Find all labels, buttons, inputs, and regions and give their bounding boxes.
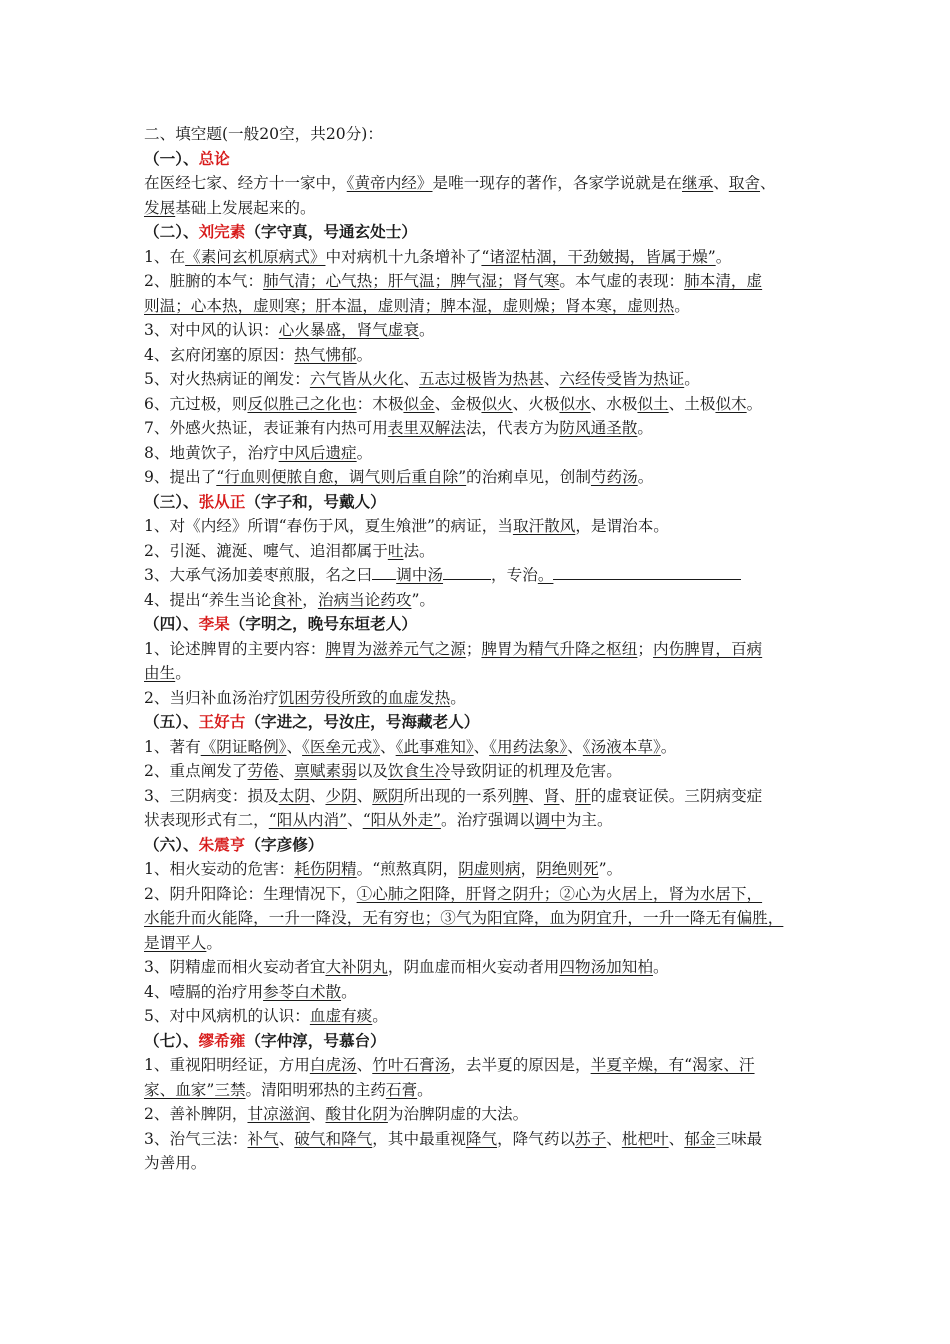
text-line xyxy=(144,1127,824,1152)
answer-text: 阴绝则死 xyxy=(536,860,599,878)
question-text: ； xyxy=(465,639,482,658)
question-text: ，其中最重视 xyxy=(372,1129,466,1148)
question-text: 4、玄府闭塞的原因： xyxy=(144,345,295,364)
question-text: 、 xyxy=(668,1129,685,1148)
question-text: 三味最 xyxy=(715,1129,763,1148)
answer-text: 少阴 xyxy=(325,786,357,805)
answer-text: 厥阴 xyxy=(372,786,404,805)
answer-text: 太阴 xyxy=(278,786,310,805)
text-line xyxy=(144,514,824,539)
question-text: 、 xyxy=(760,174,776,192)
question-text: ，专治 xyxy=(491,566,538,584)
text-line xyxy=(144,1151,824,1176)
answer-text: 似火 xyxy=(481,394,513,413)
answer-text: 食补 xyxy=(271,590,303,609)
question-text: 状表现形式有二， xyxy=(144,811,269,829)
section-heading xyxy=(144,147,824,172)
scholar-alias: （字子和，号戴人） xyxy=(245,491,386,511)
question-text: 、 xyxy=(567,737,583,756)
question-text: 2、当归补血汤治疗 xyxy=(144,688,279,707)
scholar-alias: （字仲淳，号慕台） xyxy=(245,1030,386,1050)
text-line xyxy=(144,1078,824,1103)
section-prefix: （四）、 xyxy=(144,614,199,633)
text-line xyxy=(144,906,824,931)
document-page xyxy=(144,122,824,1176)
question-text: 1、相火妄动的危害： xyxy=(144,860,295,878)
scholar-name: 李杲 xyxy=(198,614,230,633)
question-text: 。 xyxy=(652,958,669,976)
question-text: 。治疗强调以 xyxy=(441,811,535,829)
question-text: 、金极 xyxy=(434,394,482,413)
scholar-name: 刘完素 xyxy=(198,222,246,241)
answer-text: 。 xyxy=(537,566,554,584)
question-text: 4、提出“养生当论 xyxy=(144,590,272,609)
question-text: 6、亢过极，则 xyxy=(144,394,248,413)
answer-text: 《阴证略例》 xyxy=(200,737,287,756)
section-heading xyxy=(144,1029,824,1054)
question-text: 为治脾阴虚的大法。 xyxy=(387,1105,529,1123)
text-line xyxy=(144,196,824,221)
section-prefix: （三）、 xyxy=(144,491,199,511)
answer-text: 石膏 xyxy=(385,1080,418,1099)
scholar-alias: （字彦修） xyxy=(245,834,324,854)
question-text: 3、阴精虚而相火妄动者宜 xyxy=(144,958,326,976)
question-text: 中对病机十九条增补了 xyxy=(325,247,482,266)
question-text: 、 xyxy=(356,786,373,805)
answer-text: 似土 xyxy=(637,394,669,413)
answer-text: 中风后遗症 xyxy=(278,443,357,462)
question-text: 在医经七家、经方十一家中， xyxy=(144,174,347,192)
section-prefix: （二）、 xyxy=(144,222,199,241)
question-text: 3、对中风的认识： xyxy=(144,321,279,339)
question-text: 、 xyxy=(347,811,363,829)
question-text: 2、阴升阳降论：生理情况下， xyxy=(144,884,357,903)
question-text: 法。 xyxy=(403,541,435,560)
answer-text: 《素问玄机原病式》 xyxy=(185,247,326,266)
question-text: 。 xyxy=(175,664,191,682)
question-text: 、 xyxy=(380,737,396,756)
answer-text: 补气 xyxy=(247,1129,279,1148)
question-text: 为主。 xyxy=(565,811,613,829)
answer-text: 四物汤加知柏 xyxy=(559,958,653,976)
text-line xyxy=(144,1053,824,1078)
section-heading xyxy=(144,612,824,637)
answer-text: “行血则便脓自愈，调气则后重自除” xyxy=(216,468,467,486)
question-text: ：木极 xyxy=(356,394,404,413)
text-line xyxy=(144,735,824,760)
question-text: 导致阴证的机理及危害。 xyxy=(450,762,622,780)
question-text: 。 xyxy=(206,933,222,952)
question-text: 。 xyxy=(637,419,653,437)
text-line xyxy=(144,171,824,196)
answer-text: 继承 xyxy=(682,174,714,192)
question-text: 。清阳明邪热的主药 xyxy=(245,1080,386,1099)
question-text: 、 xyxy=(356,1056,373,1074)
scholar-alias: （字守真，号通玄处士） xyxy=(245,222,417,241)
answer-text: 半夏辛燥，有“渴家、汗 xyxy=(590,1056,755,1074)
answer-text: 反似胜己之化也 xyxy=(247,394,357,413)
answer-text: 取舍 xyxy=(728,174,761,192)
question-text: 、 xyxy=(278,762,295,780)
answer-text: 水能升而火能降，一升一降没，无有穷也；③气为阳宜降，血为阴宜升，一升一降无有偏胜， xyxy=(144,909,784,927)
answer-text: 发展 xyxy=(144,198,176,217)
answer-text: 《黄帝内经》 xyxy=(346,174,433,192)
question-text: 。 xyxy=(450,688,466,707)
question-text: 1、在 xyxy=(144,247,186,266)
answer-text: 白虎汤 xyxy=(309,1056,357,1074)
text-line xyxy=(144,1102,824,1127)
answer-text: 似金 xyxy=(403,394,435,413)
answer-text: 《汤液本草》 xyxy=(582,737,661,756)
answer-text: 《此事难知》 xyxy=(395,737,474,756)
question-text: 1、著有 xyxy=(144,737,201,756)
question-text: 、 xyxy=(286,737,303,756)
scholar-name: 缪希雍 xyxy=(198,1030,246,1050)
answer-text: 脾胃为滋养元气之源 xyxy=(325,639,466,658)
question-text: 5、对中风病机的认识： xyxy=(144,1007,310,1025)
answer-text: 似水 xyxy=(559,394,591,413)
question-text: 、火极 xyxy=(512,394,560,413)
question-text: ，去半夏的原因是， xyxy=(450,1056,591,1074)
question-text: 3、大承气汤加姜枣煎服，名之曰 xyxy=(144,566,373,584)
answer-text: 是谓平人 xyxy=(144,933,207,952)
answer-text: 热气怫郁 xyxy=(294,345,357,364)
answer-text: 芍药汤 xyxy=(590,468,638,486)
answer-text: 甘凉滋润 xyxy=(247,1105,310,1123)
blank-line xyxy=(553,565,741,580)
answer-text: 耗伤阴精 xyxy=(294,860,357,878)
question-text: ； xyxy=(637,639,653,658)
text-line xyxy=(144,245,824,270)
question-text: 的治痢卓见，创制 xyxy=(466,468,591,486)
text-line xyxy=(144,808,824,833)
answer-text: 苏子 xyxy=(575,1129,607,1148)
question-text: 基础上发展起来的。 xyxy=(175,198,316,217)
question-text: 。 xyxy=(419,321,435,339)
text-line xyxy=(144,563,824,588)
question-text: 、土极 xyxy=(668,394,716,413)
question-text: 。“煎熬真阴， xyxy=(356,860,459,878)
question-text: 的虚衰证侯。三阴病变症 xyxy=(590,786,763,805)
answer-text: 脾胃为精气升降之枢纽 xyxy=(481,639,638,658)
page-title: 二、填空题(一般20空，共20分)： xyxy=(144,125,383,143)
answer-text: 大补阴丸 xyxy=(325,958,388,976)
question-text: 2、脏腑的本气： xyxy=(144,272,264,290)
answer-text: 降气 xyxy=(465,1129,498,1148)
text-line xyxy=(144,416,824,441)
question-text: 是唯一现存的著作，各家学说就是在 xyxy=(432,174,683,192)
answer-text: 劳倦 xyxy=(247,762,279,780)
answer-text: 六气皆从火化 xyxy=(309,370,404,388)
question-text: 5、对火热病证的阐发： xyxy=(144,370,310,388)
question-text: 所出现的一系列 xyxy=(403,786,513,805)
answer-text: 调中 xyxy=(534,811,566,829)
question-text: 。 xyxy=(674,296,690,315)
text-line xyxy=(144,465,824,490)
blank-line xyxy=(443,565,491,580)
text-line xyxy=(144,784,824,809)
question-text: ”。 xyxy=(411,590,436,609)
text-line xyxy=(144,539,824,564)
answer-text: 防风通圣散 xyxy=(559,419,638,437)
answer-text: 饥困劳役所致的血虚发热 xyxy=(278,688,451,707)
question-text: 。 xyxy=(684,370,700,388)
answer-text: 《医垒元戎》 xyxy=(302,737,381,756)
question-text: ， xyxy=(302,590,318,609)
question-text: 2、善补脾阴， xyxy=(144,1105,248,1123)
question-text: 以及 xyxy=(356,762,388,780)
text-line xyxy=(144,661,824,686)
question-text: 法，代表方为 xyxy=(465,419,560,437)
scholar-name: 朱震亨 xyxy=(198,834,246,854)
answer-text: 似木 xyxy=(715,394,747,413)
scholar-alias: （字明之，晚号东垣老人） xyxy=(229,614,417,633)
scholar-name: 张从正 xyxy=(198,491,246,511)
question-text: 、水极 xyxy=(590,394,638,413)
question-text: 、 xyxy=(309,1105,326,1123)
question-text: 、 xyxy=(473,737,490,756)
question-text: 。 xyxy=(356,443,373,462)
answer-text: ①心肺之阳降，肝肾之阴升；②心为火居上，肾为水居下， xyxy=(356,884,763,903)
answer-text: 酸甘化阴 xyxy=(325,1105,388,1123)
question-text: 、 xyxy=(543,370,560,388)
question-text: 。 xyxy=(715,247,732,266)
question-text: 。 xyxy=(341,982,357,1001)
text-line xyxy=(144,759,824,784)
question-text: 、 xyxy=(403,370,420,388)
answer-text: 饮食生冷 xyxy=(387,762,451,780)
question-text: 。 xyxy=(660,737,677,756)
question-text: 2、重点阐发了 xyxy=(144,762,248,780)
text-line xyxy=(144,588,824,613)
question-text: 。 xyxy=(746,394,763,413)
question-text: 3、治气三法： xyxy=(144,1129,248,1148)
text-line xyxy=(144,269,824,294)
answer-text: 血虚有痰 xyxy=(309,1007,373,1025)
answer-text: 阴虚则病 xyxy=(458,860,521,878)
answer-text: 心火暴盛，肾气虚衰 xyxy=(278,321,420,339)
question-text: 、 xyxy=(606,1129,622,1148)
question-text: 1、论述脾胃的主要内容： xyxy=(144,639,326,658)
answer-text: 肾 xyxy=(543,786,560,805)
text-line xyxy=(144,931,824,956)
question-text: 。 xyxy=(372,1007,388,1025)
answer-text: 内伤脾胃，百病 xyxy=(652,639,763,658)
question-text: 3、三阴病变：损及 xyxy=(144,786,279,805)
section-heading xyxy=(144,710,824,735)
answer-text: 肝 xyxy=(575,786,591,805)
answer-text: 六经传受皆为热证 xyxy=(559,370,685,388)
answer-text: “阳从内消” xyxy=(268,811,348,829)
question-text: 9、提出了 xyxy=(144,468,217,486)
section-heading xyxy=(144,220,824,245)
answer-text: 则温；心本热，虚则寒；肝本温，虚则清；脾本湿，虚则燥；肾本寒，虚则热 xyxy=(144,296,675,315)
scholar-name: 总论 xyxy=(198,148,230,168)
question-text: ，是谓治本。 xyxy=(575,517,669,535)
text-line xyxy=(144,367,824,392)
question-text: 。 xyxy=(637,468,654,486)
question-text: ”。 xyxy=(598,860,623,878)
question-text: 、 xyxy=(309,786,326,805)
question-text: 为善用。 xyxy=(144,1154,207,1172)
answer-text: 由生 xyxy=(144,664,176,682)
answer-text: 家、血家”三禁 xyxy=(144,1080,246,1099)
question-text: 。本气虚的表现： xyxy=(559,272,685,290)
text-line xyxy=(144,392,824,417)
question-text: 7、外感火热证，表证兼有内热可用 xyxy=(144,419,388,437)
answer-text: “诸涩枯涸，干劲皴揭，皆属于燥” xyxy=(481,247,716,266)
answer-text: “阳从外走” xyxy=(362,811,442,829)
answer-text: 枇杷叶 xyxy=(621,1129,669,1148)
question-text: 、 xyxy=(559,786,576,805)
answer-text: 肺气清；心气热；肝气温；脾气湿；肾气寒 xyxy=(263,272,560,290)
question-text: ，阴血虚而相火妄动者用 xyxy=(387,958,560,976)
text-line xyxy=(144,343,824,368)
section-prefix: （六）、 xyxy=(144,834,199,854)
section-heading xyxy=(144,490,824,515)
question-text: ， xyxy=(520,860,537,878)
text-line xyxy=(144,318,824,343)
text-line xyxy=(144,882,824,907)
answer-text: 破气和降气 xyxy=(294,1129,373,1148)
text-line xyxy=(144,637,824,662)
section-prefix: （五）、 xyxy=(144,712,199,731)
question-text: 、 xyxy=(528,786,544,805)
question-text: 1、对《内经》所谓“春伤于风，夏生飧泄”的病证，当 xyxy=(144,517,513,535)
answer-text: 治病当论药攻 xyxy=(317,590,412,609)
question-text: 1、重视阳明经证，方用 xyxy=(144,1056,310,1074)
answer-text: 竹叶石膏汤 xyxy=(372,1056,451,1074)
answer-text: 五志过极皆为热甚 xyxy=(419,370,544,388)
text-line xyxy=(144,980,824,1005)
text-line xyxy=(144,441,824,466)
answer-text: 吐 xyxy=(387,541,404,560)
answer-text: 郁金 xyxy=(684,1129,716,1148)
answer-text: 《用药法象》 xyxy=(489,737,568,756)
section-heading xyxy=(144,833,824,858)
answer-text: 禀赋素弱 xyxy=(294,762,357,780)
question-text: 、 xyxy=(713,174,729,192)
question-text: 。 xyxy=(417,1080,433,1099)
question-text: 4、噎膈的治疗用 xyxy=(144,982,264,1001)
question-text: 。 xyxy=(356,345,373,364)
section-prefix: （一）、 xyxy=(144,148,199,168)
text-line xyxy=(144,686,824,711)
answer-text: 取汗散风 xyxy=(512,517,576,535)
question-text: 、 xyxy=(278,1129,295,1148)
section-prefix: （七）、 xyxy=(144,1030,199,1050)
scholar-name: 王好古 xyxy=(198,712,246,731)
answer-text: 调中汤 xyxy=(396,566,444,584)
answer-text: 参苓白术散 xyxy=(263,982,342,1001)
blank-line xyxy=(372,565,396,580)
question-text: ，降气药以 xyxy=(497,1129,576,1148)
answer-text: 表里双解法 xyxy=(387,419,466,437)
question-text: 2、引涎、漉涎、嚏气、追泪都属于 xyxy=(144,541,388,560)
text-line xyxy=(144,955,824,980)
scholar-alias: （字进之，号汝庄，号海藏老人） xyxy=(245,712,480,731)
text-line xyxy=(144,1004,824,1029)
answer-text: 肺本清，虚 xyxy=(684,272,763,290)
answer-text: 脾 xyxy=(512,786,529,805)
question-text: 8、地黄饮子，治疗 xyxy=(144,443,279,462)
text-line xyxy=(144,857,824,882)
text-line xyxy=(144,294,824,319)
